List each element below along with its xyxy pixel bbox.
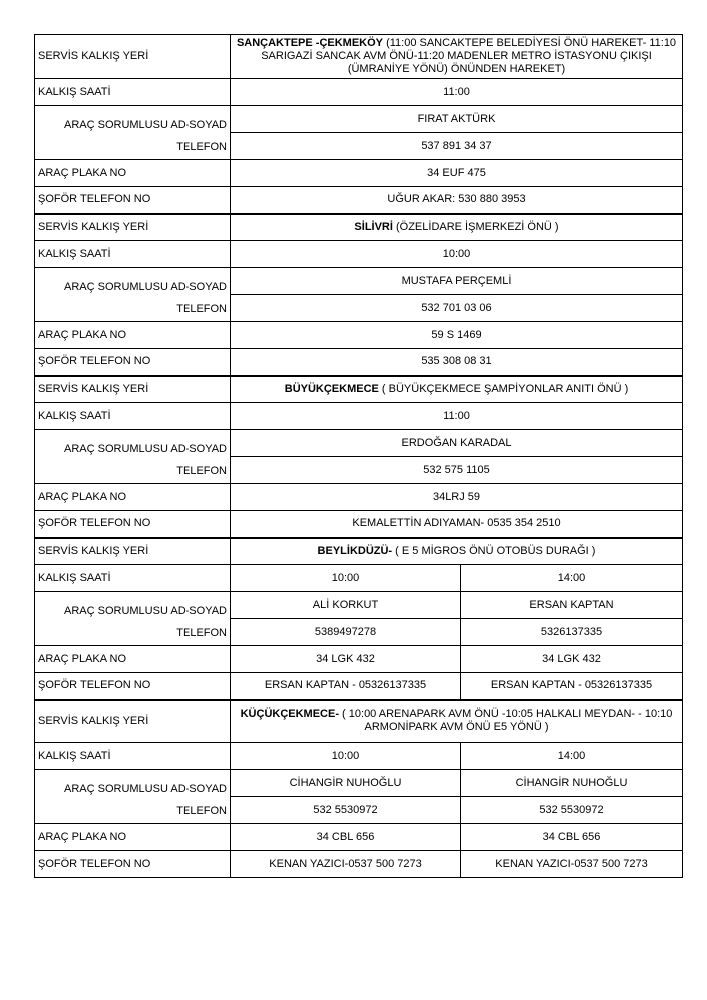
vehicle-responsible-label xyxy=(35,592,231,646)
vehicle-plate-value: 59 S 1469 xyxy=(231,322,683,349)
driver-phone-label: ŞOFÖR TELEFON NO xyxy=(35,349,231,376)
departure-time-label: KALKIŞ SAATİ xyxy=(35,565,231,592)
vehicle-plate-label: ARAÇ PLAKA NO xyxy=(35,322,231,349)
route-0-driver-row xyxy=(35,187,683,214)
driver-phone-value: KENAN YAZICI-0537 500 7273 xyxy=(461,851,683,878)
route-0-responsible-name-row xyxy=(35,106,683,133)
departure-location-value xyxy=(231,700,683,743)
vehicle-plate-value: 34 CBL 656 xyxy=(461,824,683,851)
driver-phone-value: KENAN YAZICI-0537 500 7273 xyxy=(231,851,461,878)
phone-label: TELEFON xyxy=(176,465,227,477)
phone-label: TELEFON xyxy=(176,141,227,153)
phone-label: TELEFON xyxy=(176,805,227,817)
route-1-responsible-name-row xyxy=(35,268,683,295)
route-1-plate-row xyxy=(35,322,683,349)
route-4-responsible-name-row xyxy=(35,770,683,797)
vehicle-responsible-label xyxy=(35,430,231,484)
location-name: SİLİVRİ xyxy=(354,220,393,233)
vehicle-responsible-label xyxy=(35,268,231,322)
responsible-phone-value: 532 5530972 xyxy=(231,797,461,824)
departure-time-label: KALKIŞ SAATİ xyxy=(35,743,231,770)
phone-label: TELEFON xyxy=(176,303,227,315)
responsible-phone-value: 532 701 03 06 xyxy=(231,295,683,322)
vehicle-responsible-label xyxy=(35,770,231,824)
departure-time-value: 11:00 xyxy=(231,79,683,106)
route-0-time-row xyxy=(35,79,683,106)
phone-label: TELEFON xyxy=(176,627,227,639)
departure-location-value xyxy=(231,214,683,241)
responsible-name-value: CİHANGİR NUHOĞLU xyxy=(231,770,461,797)
departure-time-value: 10:00 xyxy=(231,743,461,770)
departure-time-label: KALKIŞ SAATİ xyxy=(35,403,231,430)
departure-time-value: 14:00 xyxy=(461,565,683,592)
departure-time-value: 14:00 xyxy=(461,743,683,770)
responsible-name-label: ARAÇ SORUMLUSU AD-SOYAD xyxy=(64,605,227,617)
route-4-driver-row xyxy=(35,851,683,878)
route-4-location-row xyxy=(35,700,683,743)
location-details: (ÖZELİDARE İŞMERKEZİ ÖNÜ ) xyxy=(392,220,559,233)
responsible-name-value: ERSAN KAPTAN xyxy=(461,592,683,619)
responsible-name-label: ARAÇ SORUMLUSU AD-SOYAD xyxy=(64,281,227,293)
departure-time-value: 11:00 xyxy=(231,403,683,430)
location-details: ( BÜYÜKÇEKMECE ŞAMPİYONLAR ANITI ÖNÜ ) xyxy=(378,382,629,395)
location-name: SANÇAKTEPE -ÇEKMEKÖY xyxy=(236,37,384,49)
vehicle-plate-label: ARAÇ PLAKA NO xyxy=(35,160,231,187)
route-1-location-row xyxy=(35,214,683,241)
driver-phone-value: UĞUR AKAR: 530 880 3953 xyxy=(231,187,683,214)
responsible-phone-value: 5326137335 xyxy=(461,619,683,646)
route-0-location-row xyxy=(35,35,683,79)
departure-location-value xyxy=(231,35,683,79)
route-4-time-row xyxy=(35,743,683,770)
responsible-name-value: ERDOĞAN KARADAL xyxy=(231,430,683,457)
driver-phone-label: ŞOFÖR TELEFON NO xyxy=(35,511,231,538)
responsible-name-value: FIRAT AKTÜRK xyxy=(231,106,683,133)
vehicle-plate-value: 34LRJ 59 xyxy=(231,484,683,511)
departure-time-value: 10:00 xyxy=(231,565,461,592)
location-name: KÜÇÜKÇEKMECE- xyxy=(240,708,339,721)
vehicle-plate-label: ARAÇ PLAKA NO xyxy=(35,484,231,511)
departure-location-label: SERVİS KALKIŞ YERİ xyxy=(35,538,231,565)
departure-location-label: SERVİS KALKIŞ YERİ xyxy=(35,700,231,743)
vehicle-plate-value: 34 CBL 656 xyxy=(231,824,461,851)
responsible-phone-value: 532 5530972 xyxy=(461,797,683,824)
route-2-driver-row xyxy=(35,511,683,538)
driver-phone-value: 535 308 08 31 xyxy=(231,349,683,376)
route-3-driver-row xyxy=(35,673,683,700)
route-2-location-row xyxy=(35,376,683,403)
route-1-driver-row xyxy=(35,349,683,376)
route-3-location-row xyxy=(35,538,683,565)
departure-location-label: SERVİS KALKIŞ YERİ xyxy=(35,35,231,79)
vehicle-plate-value: 34 LGK 432 xyxy=(231,646,461,673)
route-3-plate-row xyxy=(35,646,683,673)
route-2-plate-row xyxy=(35,484,683,511)
responsible-name-value: MUSTAFA PERÇEMLİ xyxy=(231,268,683,295)
driver-phone-label: ŞOFÖR TELEFON NO xyxy=(35,187,231,214)
service-schedule-table xyxy=(34,34,683,878)
vehicle-plate-value: 34 EUF 475 xyxy=(231,160,683,187)
location-name: BÜYÜKÇEKMECE xyxy=(284,382,379,395)
responsible-name-value: CİHANGİR NUHOĞLU xyxy=(461,770,683,797)
responsible-phone-value: 5389497278 xyxy=(231,619,461,646)
driver-phone-value: ERSAN KAPTAN - 05326137335 xyxy=(461,673,683,700)
departure-location-value xyxy=(231,538,683,565)
driver-phone-value: KEMALETTİN ADIYAMAN- 0535 354 2510 xyxy=(231,511,683,538)
location-details: ( 10:00 ARENAPARK AVM ÖNÜ -10:05 HALKALI MEYDAN- - 10:10 ARMONİPARK AVM ÖNÜ E5 YÖNÜ ) xyxy=(339,708,673,734)
location-details: (11:00 SANCAKTEPE BELEDİYESİ ÖNÜ HAREKET- 11:10 SARIGAZİ SANCAK AVM ÖNÜ-11:20 MADENLER METRO İSTASYONU ÇIKIŞI (ÜMRANİYE YÖNÜ) ÖNÜNDEN HAREKET) xyxy=(261,37,677,75)
responsible-name-label: ARAÇ SORUMLUSU AD-SOYAD xyxy=(64,783,227,795)
vehicle-plate-label: ARAÇ PLAKA NO xyxy=(35,646,231,673)
departure-location-label: SERVİS KALKIŞ YERİ xyxy=(35,376,231,403)
departure-time-label: KALKIŞ SAATİ xyxy=(35,79,231,106)
responsible-name-value: ALİ KORKUT xyxy=(231,592,461,619)
route-4-plate-row xyxy=(35,824,683,851)
departure-time-label: KALKIŞ SAATİ xyxy=(35,241,231,268)
departure-location-value xyxy=(231,376,683,403)
driver-phone-label: ŞOFÖR TELEFON NO xyxy=(35,673,231,700)
departure-time-value: 10:00 xyxy=(231,241,683,268)
route-2-responsible-name-row xyxy=(35,430,683,457)
route-0-plate-row xyxy=(35,160,683,187)
location-name: BEYLİKDÜZÜ- xyxy=(317,544,393,557)
route-1-time-row xyxy=(35,241,683,268)
responsible-phone-value: 532 575 1105 xyxy=(231,457,683,484)
vehicle-plate-value: 34 LGK 432 xyxy=(461,646,683,673)
responsible-name-label: ARAÇ SORUMLUSU AD-SOYAD xyxy=(64,443,227,455)
route-3-responsible-name-row xyxy=(35,592,683,619)
vehicle-plate-label: ARAÇ PLAKA NO xyxy=(35,824,231,851)
location-details: ( E 5 MİGROS ÖNÜ OTOBÜS DURAĞI ) xyxy=(392,544,596,557)
route-3-time-row xyxy=(35,565,683,592)
route-2-time-row xyxy=(35,403,683,430)
vehicle-responsible-label xyxy=(35,106,231,160)
responsible-name-label: ARAÇ SORUMLUSU AD-SOYAD xyxy=(64,119,227,131)
departure-location-label: SERVİS KALKIŞ YERİ xyxy=(35,214,231,241)
driver-phone-label: ŞOFÖR TELEFON NO xyxy=(35,851,231,878)
driver-phone-value: ERSAN KAPTAN - 05326137335 xyxy=(231,673,461,700)
responsible-phone-value: 537 891 34 37 xyxy=(231,133,683,160)
